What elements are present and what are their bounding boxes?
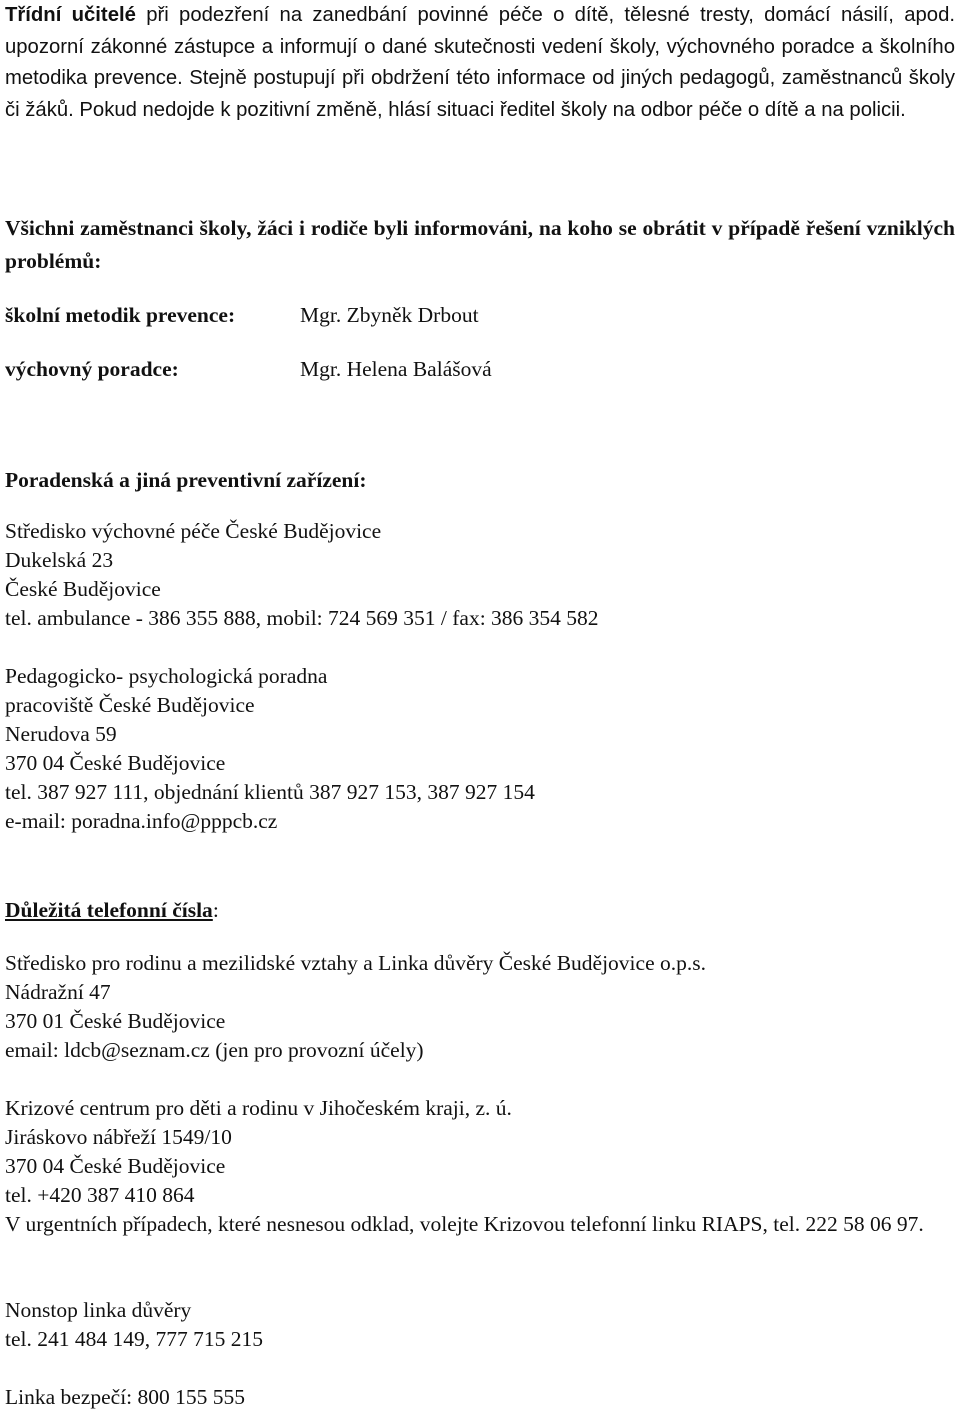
address-line: Jiráskovo nábřeží 1549/10 bbox=[5, 1125, 232, 1149]
address-line: email: ldcb@seznam.cz (jen pro provozní účely) bbox=[5, 1038, 424, 1062]
address-line: 370 04 České Budějovice bbox=[5, 751, 226, 775]
address-line: tel. ambulance - 386 355 888, mobil: 724 569 351 / fax: 386 354 582 bbox=[5, 606, 599, 630]
address-line: e-mail: poradna.info@pppcb.cz bbox=[5, 809, 278, 833]
address-line: tel. 387 927 111, objednání klientů 387 927 153, 387 927 154 bbox=[5, 780, 535, 804]
address-line: Středisko výchovné péče České Budějovice bbox=[5, 519, 382, 543]
address-block-krizove-centrum bbox=[5, 1094, 955, 1239]
address-line: Středisko pro rodinu a mezilidské vztahy a Linka důvěry České Budějovice o.p.s. bbox=[5, 951, 706, 975]
address-line: Nonstop linka důvěry bbox=[5, 1298, 192, 1322]
address-line: tel. 241 484 149, 777 715 215 bbox=[5, 1327, 263, 1351]
contact-name: Mgr. Helena Balášová bbox=[300, 357, 492, 381]
intro-paragraph bbox=[5, 0, 955, 126]
address-line: V urgentních případech, které nesnesou odklad, volejte Krizovou telefonní linku RIAPS, tel. 222 58 06 97. bbox=[5, 1212, 924, 1236]
intro-lead: Třídní učitelé bbox=[5, 4, 136, 26]
address-line: Dukelská 23 bbox=[5, 548, 114, 572]
intro-text: při podezření na zanedbání povinné péče o dítě, tělesné tresty, domácí násilí, apod. upozorní zákonné zástupce a informují o dané skutečnosti vedení školy, výchovného poradce a školního metodika prevence. Stejně postupují při obdržení této informace od jiných pedagogů, zaměstnanců školy či žáků. Pokud nedojde k pozitivní změně, hlásí situaci ředitel školy na odbor péče o dítě a na policii. bbox=[5, 4, 955, 121]
address-line: tel. +420 387 410 864 bbox=[5, 1183, 195, 1207]
address-block-ppp bbox=[5, 662, 535, 836]
address-block-svp bbox=[5, 517, 599, 633]
contact-role: školní metodik prevence: bbox=[5, 303, 236, 327]
document-page bbox=[5, 0, 955, 1409]
section-heading-text: Důležitá telefonní čísla bbox=[5, 898, 213, 922]
address-line: pracoviště České Budějovice bbox=[5, 693, 255, 717]
info-paragraph: Všichni zaměstnanci školy, žáci i rodiče byli informováni, na koho se obrátit v případě řešení vzniklých problémů: bbox=[5, 216, 955, 273]
address-line: Linka bezpečí: 800 155 555 bbox=[5, 1385, 246, 1409]
address-block-nonstop bbox=[5, 1296, 263, 1354]
address-line: Nádražní 47 bbox=[5, 980, 111, 1004]
linka-bezpeci bbox=[5, 1383, 245, 1412]
section-heading bbox=[5, 896, 219, 924]
address-line: 370 04 České Budějovice bbox=[5, 1154, 226, 1178]
address-line: 370 01 České Budějovice bbox=[5, 1009, 226, 1033]
section-heading: Poradenská a jiná preventivní zařízení: bbox=[5, 468, 367, 492]
address-line: Nerudova 59 bbox=[5, 722, 117, 746]
contact-name: Mgr. Zbyněk Drbout bbox=[300, 303, 479, 327]
address-line: České Budějovice bbox=[5, 577, 161, 601]
section-heading-colon: : bbox=[212, 898, 219, 922]
address-block-linka-duvery bbox=[5, 949, 706, 1065]
contact-role: výchovný poradce: bbox=[5, 357, 179, 381]
address-line: Krizové centrum pro děti a rodinu v Jihočeském kraji, z. ú. bbox=[5, 1096, 512, 1120]
address-line: Pedagogicko- psychologická poradna bbox=[5, 664, 328, 688]
